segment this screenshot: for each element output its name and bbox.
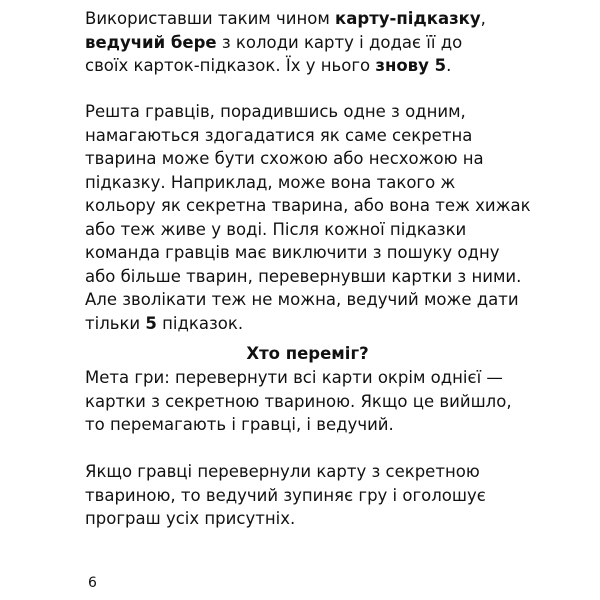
page-number: 6 xyxy=(88,575,97,591)
paragraph-clue-card xyxy=(85,7,530,78)
text-line xyxy=(85,7,530,31)
text-line: або більше тварин, перевернувши картки з ними. xyxy=(85,266,522,286)
text-line: кольору як секретна тварина, або вона теж хижак xyxy=(85,196,531,215)
text-line: Решта гравців, порадившись одне з одним, xyxy=(85,102,466,121)
text-run: Використавши таким чином xyxy=(85,9,336,28)
text-run: . xyxy=(446,56,452,75)
text-run: підказок. xyxy=(156,313,244,333)
text-run: своїх карток-підказок. Їх у нього xyxy=(85,56,376,75)
text-line: команда гравців має виключити з пошуку одну xyxy=(85,243,500,262)
bold-text-run: ведучий бере xyxy=(85,32,217,52)
text-line: або теж живе у воді. Після кожної підказки xyxy=(85,219,467,239)
text-line xyxy=(85,312,530,336)
text-line: твариною, то ведучий зупиняє гру і оголошує xyxy=(85,485,486,505)
bold-text-run: знову 5 xyxy=(375,56,447,75)
text-run: тільки xyxy=(85,313,146,333)
text-line: то перемагають і гравці, і ведучий. xyxy=(85,415,394,434)
text-line: тварина може бути схожою або несхожою на xyxy=(85,149,484,168)
section-heading: Хто переміг? xyxy=(246,344,369,363)
text-run: , xyxy=(480,9,486,28)
bold-text-run: карту-підказку xyxy=(335,9,481,28)
paragraph-goal xyxy=(85,366,530,437)
paragraph-loss xyxy=(85,460,530,531)
text-line xyxy=(85,31,530,55)
bold-text-run: 5 xyxy=(145,313,157,333)
text-run: з колоди карту і додає її до xyxy=(216,32,463,52)
text-line xyxy=(85,54,530,78)
text-line: Але зволікати теж не можна, ведучий може дати xyxy=(85,290,519,309)
text-line: Мета гри: перевернути всі карти окрім однієї — xyxy=(85,368,503,387)
paragraph-players-guess xyxy=(85,100,530,335)
text-line: програш усіх присутніх. xyxy=(85,509,296,528)
text-line: намагаються здогадатися як саме секретна xyxy=(85,125,473,145)
text-line: картки з секретною твариною. Якщо це вийшло, xyxy=(85,391,512,411)
text-line: підказку. Наприклад, може вона такого ж xyxy=(85,172,456,192)
text-line: Якщо гравці перевернули карту з секретною xyxy=(85,462,480,481)
